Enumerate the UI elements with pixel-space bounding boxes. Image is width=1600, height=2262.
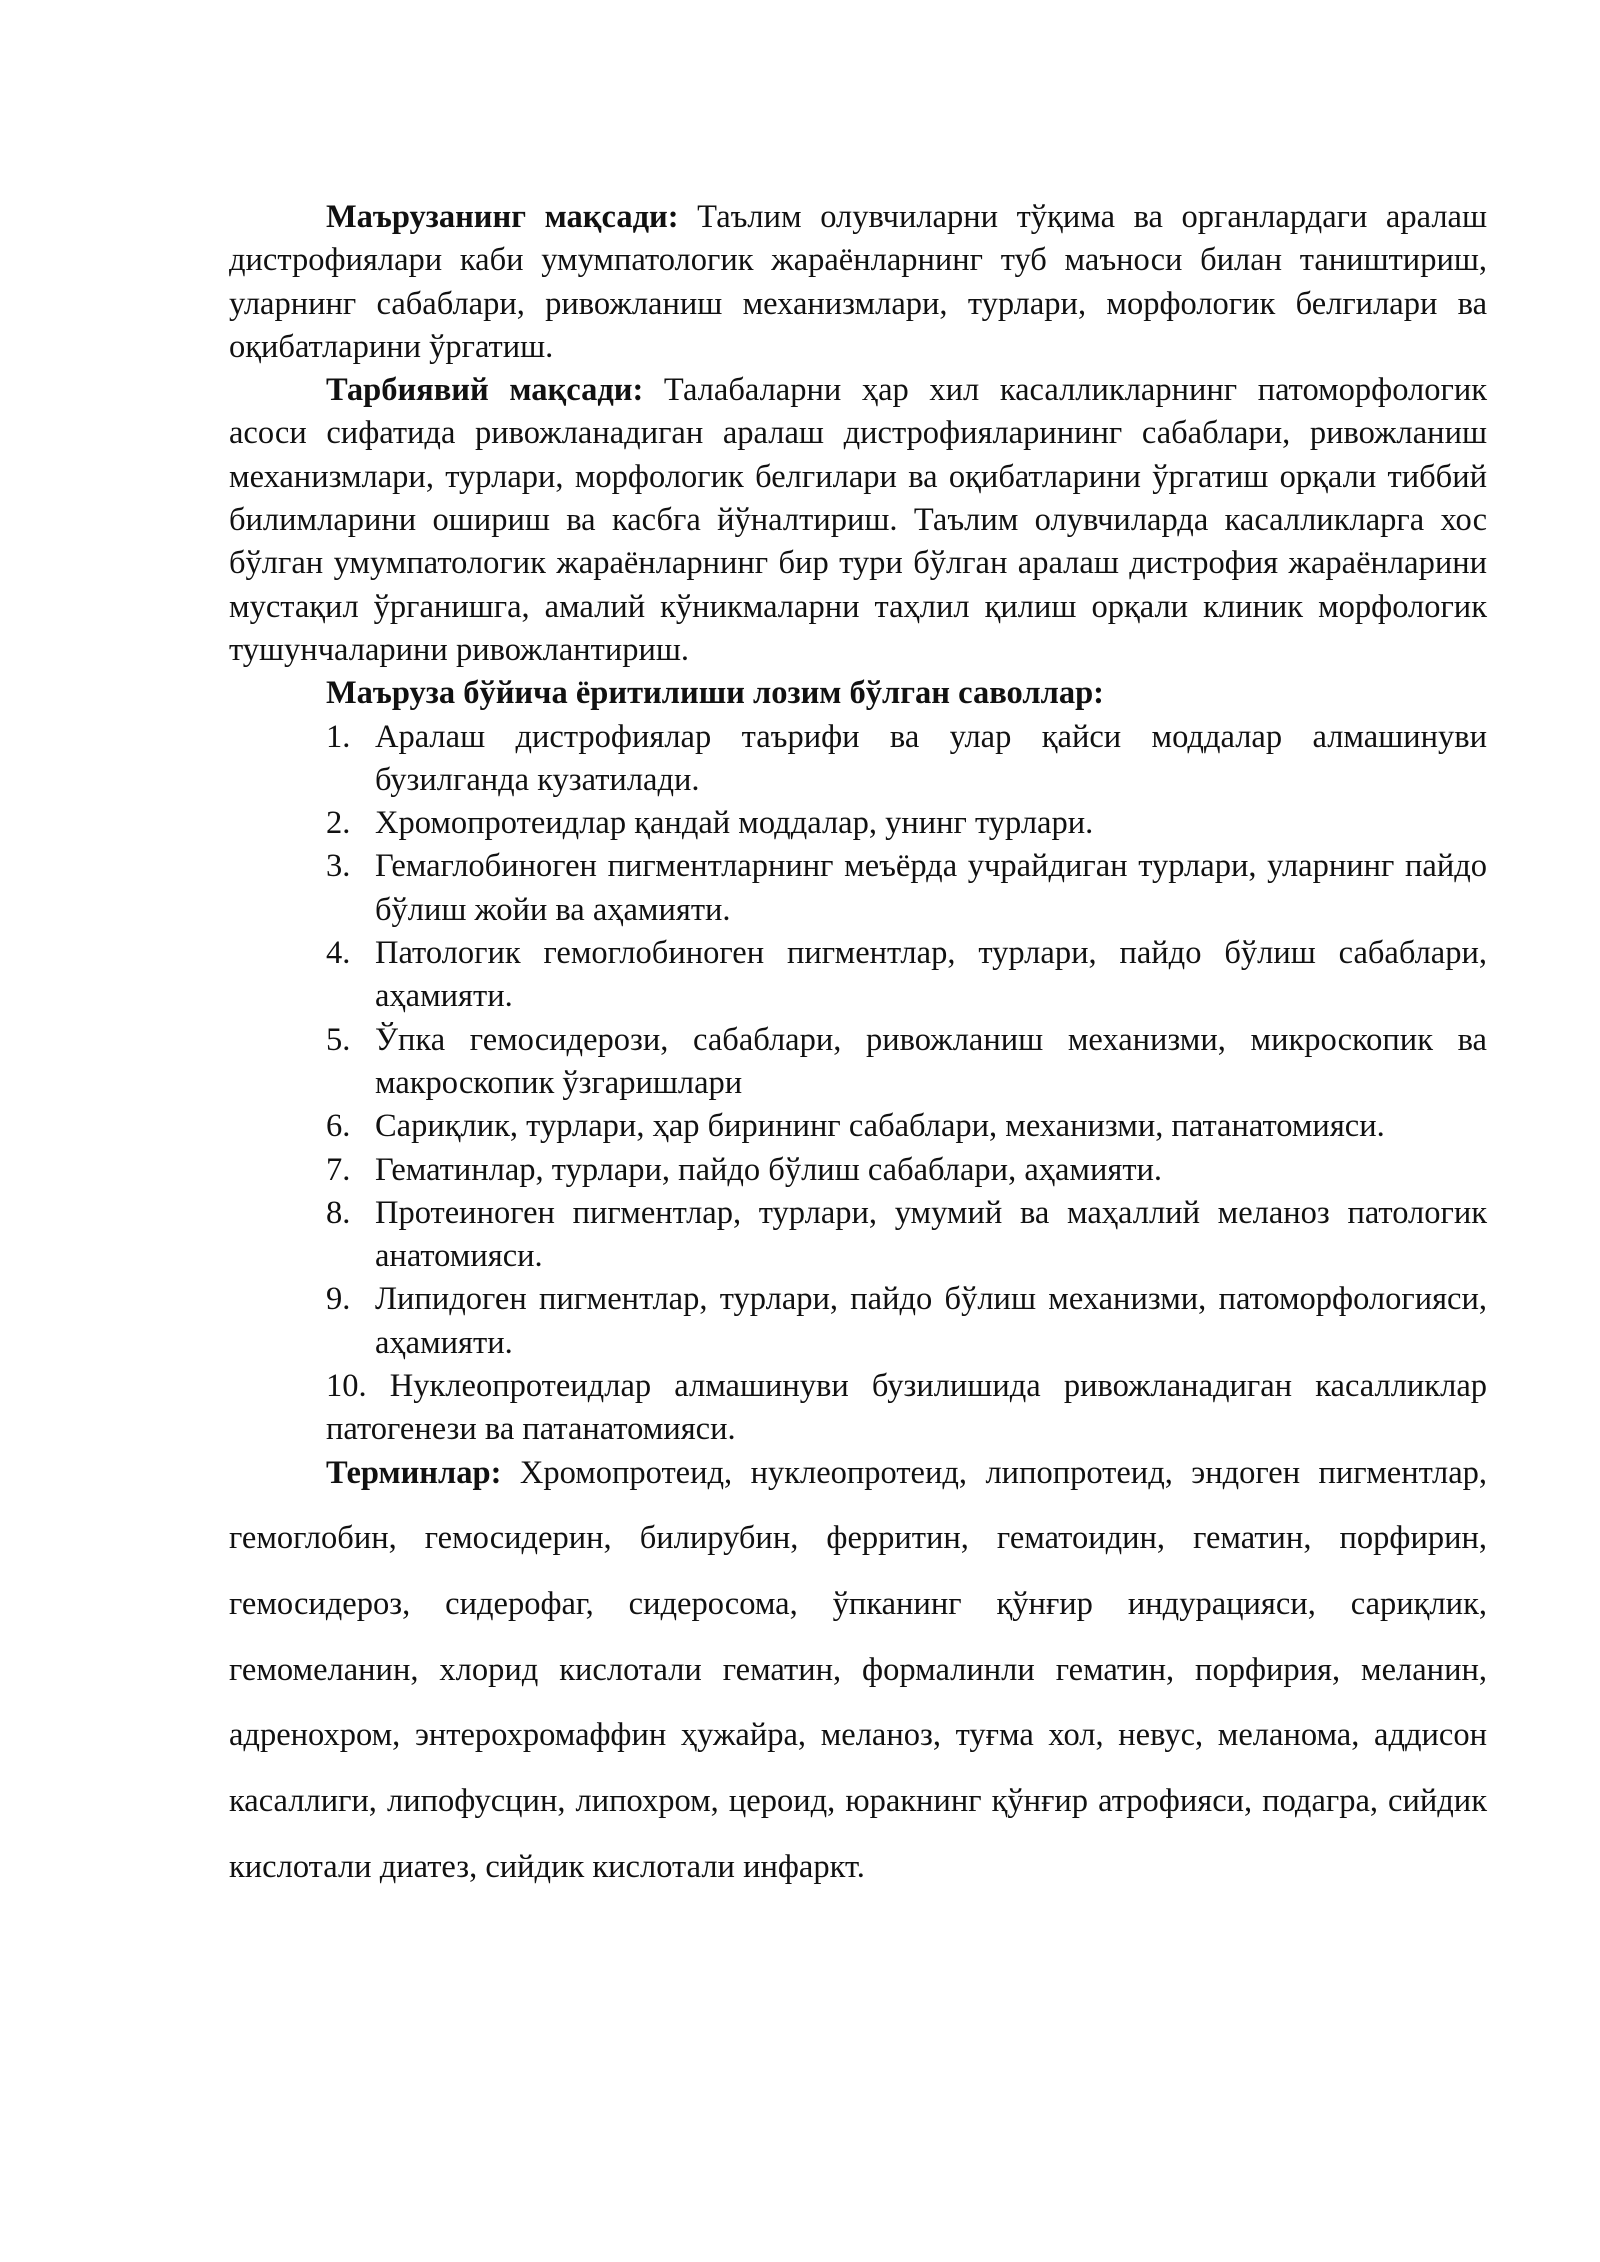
question-item — [229, 1192, 1487, 1279]
question-item — [229, 1278, 1487, 1365]
question-number: 3. — [326, 848, 351, 885]
educational-goal-paragraph — [229, 369, 1487, 672]
questions-list — [229, 716, 1487, 1452]
question-number: 2. — [326, 805, 351, 842]
question-item — [229, 716, 1487, 803]
question-item — [229, 1019, 1487, 1106]
lecture-goal-text: Таълим олувчиларни тўқима ва органлардаги аралаш дистрофиялари каби умумпатологик жараёнларнинг туб маъноси билан таништириш, уларнинг сабаблари, ривожланиш механизмлари, турлари, морфологик белгилари ва оқибатларини ўргатиш. — [229, 199, 1487, 365]
terms-paragraph — [229, 1441, 1487, 1901]
question-number: 4. — [326, 935, 351, 972]
question-text: Гемаглобиноген пигментларнинг меъёрда учрайдиган турлари, уларнинг пайдо бўлиш жойи ва аҳамияти. — [375, 848, 1487, 928]
document-page — [229, 196, 1487, 1901]
question-text: Сариқлик, турлари, ҳар бирининг сабаблари, механизми, патанатомияси. — [375, 1108, 1385, 1145]
question-item — [229, 932, 1487, 1019]
question-text: Аралаш дистрофиялар таърифи ва улар қайси моддалар алмашинуви бузилганда кузатилади. — [375, 718, 1487, 798]
lecture-goal-label: Маърузанинг мақсади: — [326, 199, 679, 235]
terms-text: Хромопротеид, нуклеопротеид, липопротеид, эндоген пигментлар, гемоглобин, гемосидерин, билирубин, ферритин, гематоидин, гематин, порфирин, гемосидероз, сидерофаг, сидеросома, ўпканинг қўнғир индурацияси, сариқлик, гемомеланин, хлорид кислотали гематин, формалинли гематин, порфирия, меланин, адренохром, энтерохромаффин ҳужайра, меланоз, туғма хол, невус, меланома, аддисон касаллиги, липофусцин, липохром, цероид, юракнинг қўнғир атрофияси, подагра, сийдик кислотали диатез, сийдик кислотали инфаркт. — [229, 1454, 1488, 1885]
question-number: 7. — [326, 1151, 351, 1188]
question-item — [229, 1365, 1487, 1452]
question-number: 6. — [326, 1108, 351, 1145]
question-item — [229, 1105, 1487, 1148]
educational-goal-label: Тарбиявий мақсади: — [326, 372, 644, 409]
question-text: Липидоген пигментлар, турлари, пайдо бўлиш механизми, патоморфологияси, аҳамияти. — [375, 1281, 1487, 1361]
terms-label: Терминлар: — [326, 1454, 502, 1491]
question-text: Хромопротеидлар қандай моддалар, унинг турлари. — [375, 805, 1094, 842]
questions-heading: Маъруза бўйича ёритилиши лозим бўлган саволлар: — [326, 675, 1104, 712]
question-item — [229, 845, 1487, 932]
question-text: Патологик гемоглобиноген пигментлар, турлари, пайдо бўлиш сабаблари, аҳамияти. — [375, 935, 1487, 1015]
educational-goal-text: Талабаларни ҳар хил касалликларнинг патоморфологик асоси сифатида ривожланадиган аралаш дистрофияларининг сабаблари, ривожланиш механизмлари, турлари, морфологик белгилари ва оқибатларини ўргатиш орқали тиббий билимларини ошириш ва касбга йўналтириш. Таълим олувчиларда касалликларга хос бўлган умумпатологик жараёнларнинг бир тури бўлган аралаш дистрофия жараёнларини мустақил ўрганишга, амалий кўникмаларни таҳлил қилиш орқали клиник морфологик тушунчаларини ривожлантириш. — [229, 372, 1487, 668]
question-item — [229, 802, 1487, 845]
question-text: Нуклеопротеидлар алмашинуви бузилишида ривожланадиган касалликлар патогенези ва патанатомияси. — [326, 1368, 1487, 1448]
question-number: 5. — [326, 1021, 351, 1058]
lecture-goal-paragraph — [229, 196, 1487, 369]
question-text: Протеиноген пигментлар, турлари, умумий ва маҳаллий меланоз патологик анатомияси. — [375, 1194, 1487, 1275]
question-number: 1. — [326, 718, 351, 755]
question-number: 9. — [326, 1281, 351, 1318]
question-number: 10. — [326, 1368, 367, 1405]
question-number: 8. — [326, 1194, 351, 1231]
question-item — [229, 1149, 1487, 1192]
question-text: Ўпка гемосидерози, сабаблари, ривожланиш механизми, микроскопик ва макроскопик ўзгаришлари — [375, 1021, 1487, 1101]
question-text: Гематинлар, турлари, пайдо бўлиш сабаблари, аҳамияти. — [375, 1151, 1163, 1188]
